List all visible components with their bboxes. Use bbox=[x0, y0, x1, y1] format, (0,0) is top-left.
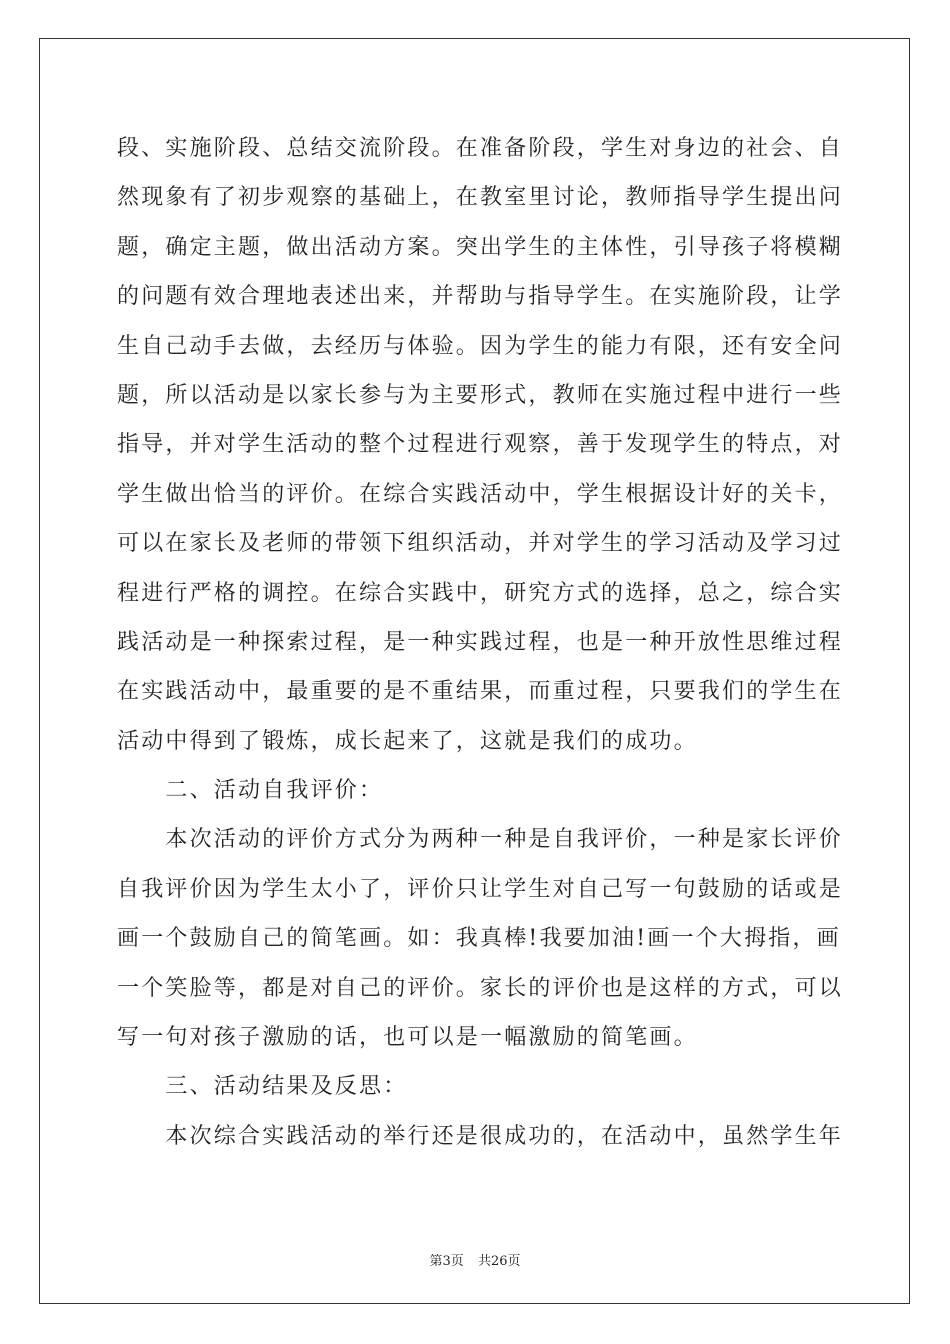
text-line: 写一句对孩子激励的话，也可以是一幅激励的简笔画。 bbox=[117, 1025, 698, 1051]
text-line: 活动中得到了锻炼，成长起来了，这就是我们的成功。 bbox=[117, 728, 698, 754]
text-line: 本次活动的评价方式分为两种一种是自我评价，一种是家长评价 bbox=[117, 827, 844, 853]
text-line: 画一个鼓励自己的简笔画。如：我真棒!我要加油!画一个大拇指，画 bbox=[117, 926, 841, 952]
text-line: 在实践活动中，最重要的是不重结果，而重过程，只要我们的学生在 bbox=[117, 679, 844, 705]
text-line: 践活动是一种探索过程，是一种实践过程，也是一种开放性思维过程 bbox=[117, 629, 844, 655]
text-line: 本次综合实践活动的举行还是很成功的，在活动中，虽然学生年 bbox=[117, 1123, 844, 1149]
document-body bbox=[117, 124, 844, 1161]
text-line: 生自己动手去做，去经历与体验。因为学生的能力有限，还有安全问 bbox=[117, 333, 844, 359]
page-number-total: 共26页 bbox=[477, 1254, 521, 1269]
section-heading: 二、活动自我评价： bbox=[117, 778, 384, 804]
text-line: 的问题有效合理地表述出来，并帮助与指导学生。在实施阶段，让学 bbox=[117, 284, 844, 310]
section-heading: 三、活动结果及反思： bbox=[117, 1074, 408, 1100]
text-line: 然现象有了初步观察的基础上，在教室里讨论，教师指导学生提出问 bbox=[117, 185, 844, 211]
text-line: 题，确定主题，做出活动方案。突出学生的主体性，引导孩子将模糊 bbox=[117, 234, 844, 260]
text-line: 题，所以活动是以家长参与为主要形式，教师在实施过程中进行一些 bbox=[117, 382, 844, 408]
text-line: 程进行严格的调控。在综合实践中，研究方式的选择，总之，综合实 bbox=[117, 580, 844, 606]
page-number-current: 第3页 bbox=[429, 1254, 464, 1269]
page-footer bbox=[0, 1250, 950, 1269]
text-line: 可以在家长及老师的带领下组织活动，并对学生的学习活动及学习过 bbox=[117, 531, 844, 557]
text-line: 指导，并对学生活动的整个过程进行观察，善于发现学生的特点，对 bbox=[117, 432, 844, 458]
text-line: 学生做出恰当的评价。在综合实践活动中，学生根据设计好的关卡， bbox=[117, 481, 844, 507]
text-line: 自我评价因为学生太小了，评价只让学生对自己写一句鼓励的话或是 bbox=[117, 876, 844, 902]
text-line: 一个笑脸等，都是对自己的评价。家长的评价也是这样的方式，可以 bbox=[117, 975, 844, 1001]
text-line: 段、实施阶段、总结交流阶段。在准备阶段，学生对身边的社会、自 bbox=[117, 136, 844, 161]
